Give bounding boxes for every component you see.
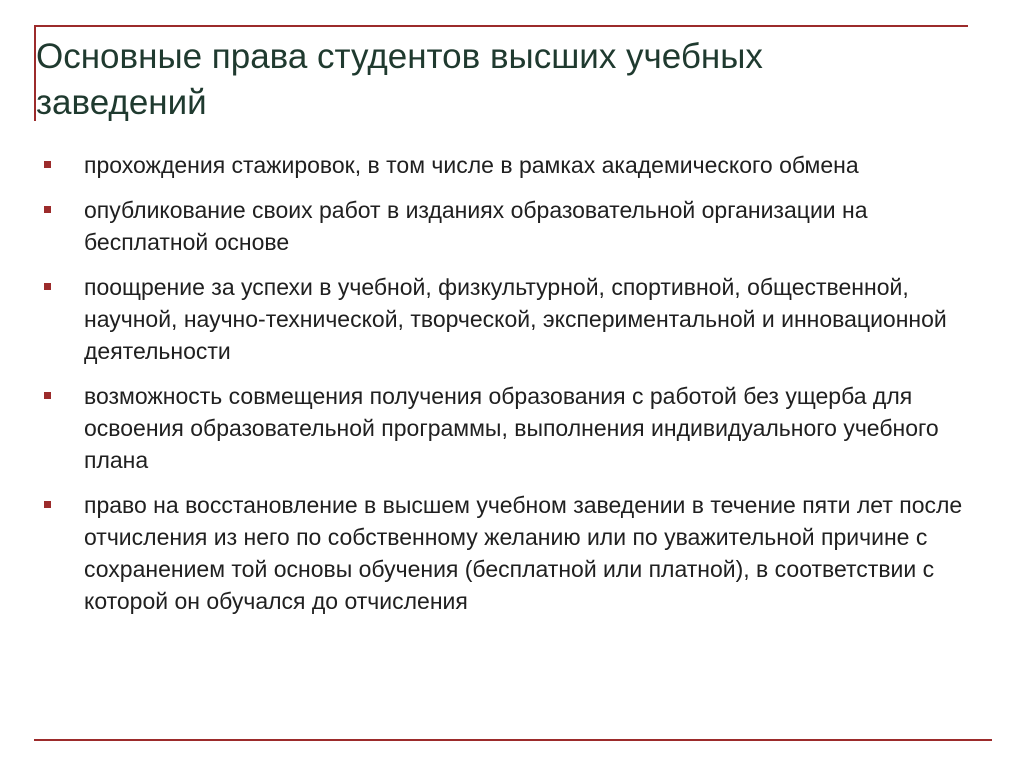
square-bullet-icon (44, 206, 51, 213)
bullet-text: опубликование своих работ в изданиях образовательной организации на бесплатной основе (84, 197, 868, 255)
bullet-text: возможность совмещения получения образования с работой без ущерба для освоения образовательной программы, выполнения индивидуального учебного плана (84, 383, 939, 473)
slide-title: Основные права студентов высших учебных заведений (36, 37, 763, 122)
bottom-divider (34, 739, 992, 741)
bullet-text: поощрение за успехи в учебной, физкультурной, спортивной, общественной, научной, научно-технической, творческой, экспериментальной и инновационной деятельности (84, 274, 947, 364)
square-bullet-icon (44, 392, 51, 399)
bullet-text: право на восстановление в высшем учебном заведении в течение пяти лет после отчисления из него по собственному желанию или по уважительной причине с сохранением той основы обучения (бесплатной или платной), в соответствии с которой он обучался до отчисления (84, 492, 963, 614)
bullet-item (44, 149, 974, 181)
bullet-list (44, 149, 974, 630)
square-bullet-icon (44, 501, 51, 508)
bullet-item (44, 489, 974, 617)
bullet-item (44, 271, 974, 367)
square-bullet-icon (44, 161, 51, 168)
bullet-text: прохождения стажировок, в том числе в рамках академического обмена (84, 152, 859, 178)
square-bullet-icon (44, 283, 51, 290)
bullet-item (44, 194, 974, 258)
bullet-item (44, 380, 974, 476)
top-divider (34, 25, 968, 27)
